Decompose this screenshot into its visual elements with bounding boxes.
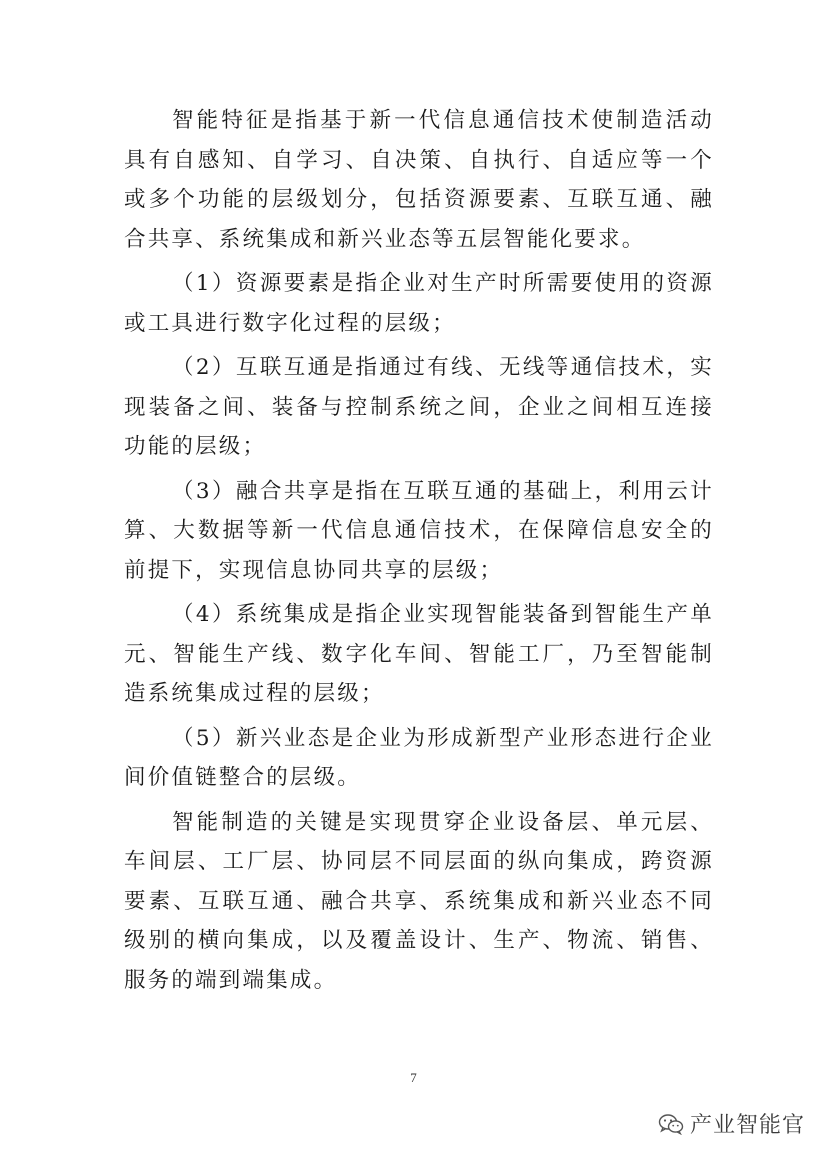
paragraph-conclusion: 智能制造的关键是实现贯穿企业设备层、单元层、车间层、工厂层、协同层不同层面的纵向集成，跨资源要素、互联互通、融合共享、系统集成和新兴业态不同级别的横向集成，以及覆盖设计、生产、物流、销售、服务的端到端集成。 (124, 809, 714, 993)
paragraph-item-4: （4）系统集成是指企业实现智能装备到智能生产单元、智能生产线、数字化车间、智能工厂，乃至智能制造系统集成过程的层级； (124, 602, 714, 706)
watermark-label: 产业智能官 (689, 1113, 805, 1138)
paragraph-intro: 智能特征是指基于新一代信息通信技术使制造活动具有自感知、自学习、自决策、自执行、自适应等一个或多个功能的层级划分，包括资源要素、互联互通、融合共享、系统集成和新兴业态等五层智能化要求。 (124, 108, 714, 252)
page-number: 7 (410, 1070, 417, 1085)
paragraph-item-1: （1）资源要素是指企业对生产时所需要使用的资源或工具进行数字化过程的层级； (124, 271, 714, 336)
watermark (658, 1108, 805, 1139)
document-body (124, 101, 714, 1005)
paragraph-item-2: （2）互联互通是指通过有线、无线等通信技术，实现装备之间、装备与控制系统之间，企业之间相互连接功能的层级； (124, 355, 714, 459)
paragraph-item-3: （3）融合共享是指在互联互通的基础上，利用云计算、大数据等新一代信息通信技术，在保障信息安全的前提下，实现信息协同共享的层级； (124, 478, 714, 583)
paragraph-item-5: （5）新兴业态是企业为形成新型产业形态进行企业间价值链整合的层级。 (124, 725, 714, 790)
wechat-icon (658, 1113, 684, 1135)
